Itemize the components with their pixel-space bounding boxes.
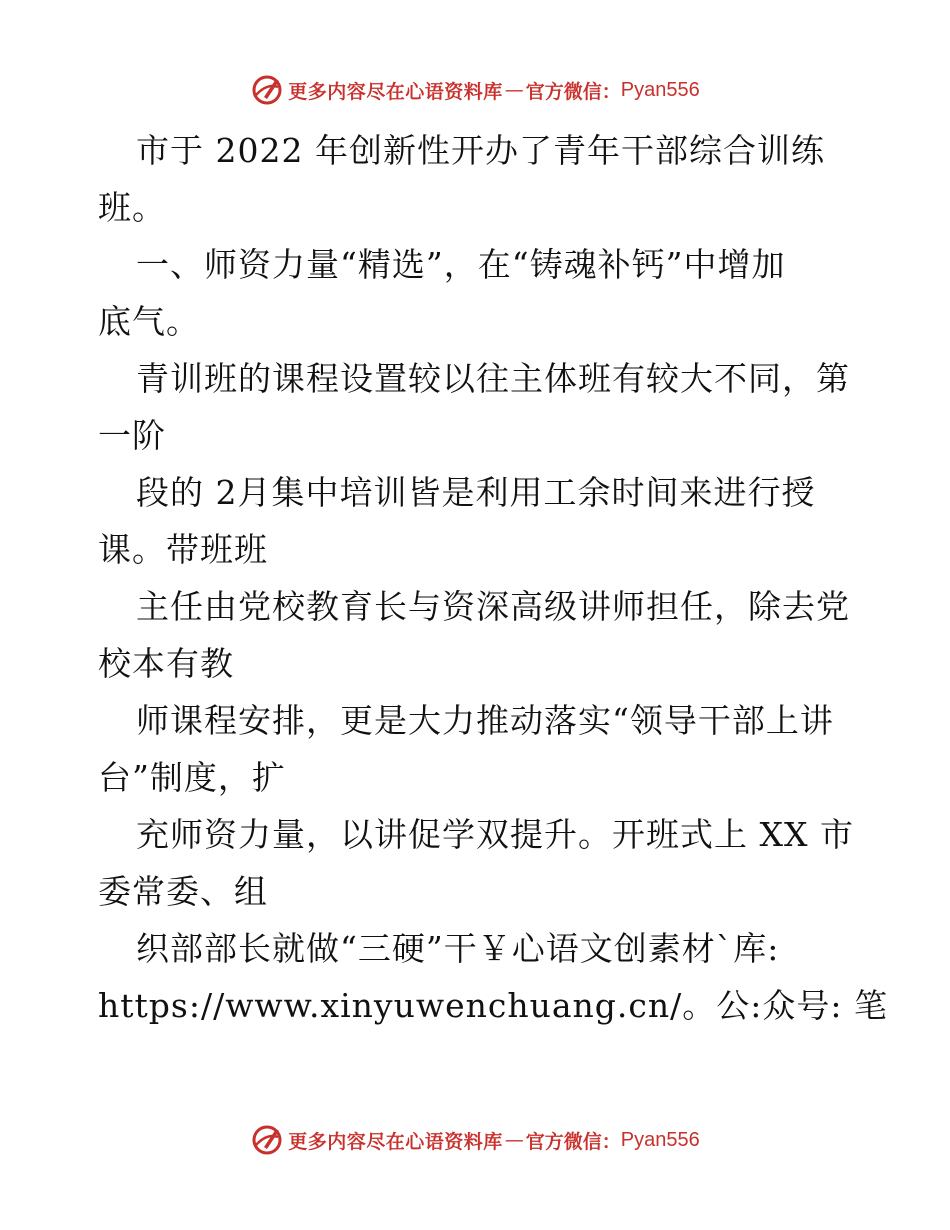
pen-logo-icon bbox=[250, 1123, 284, 1157]
body-line: 校本有教 bbox=[98, 644, 234, 683]
body-line: 青训班的课程设置较以往主体班有较大不同，第 bbox=[136, 359, 850, 398]
document-body bbox=[98, 122, 888, 1034]
footer-banner bbox=[0, 1120, 950, 1160]
pen-logo-icon bbox=[250, 73, 284, 107]
body-line: 主任由党校教育长与资深高级讲师担任，除去党 bbox=[136, 587, 850, 626]
body-line: 师课程安排，更是大力推动落实“领导干部上讲 bbox=[136, 701, 834, 740]
body-line-url: https://www.xinyuwenchuang.cn/。公:众号: 笔 bbox=[98, 986, 888, 1025]
header-separator: — bbox=[504, 79, 524, 101]
body-line: 充师资力量，以讲促学双提升。开班式上 XX 市 bbox=[136, 815, 854, 854]
header-wechat-label: 官方微信： bbox=[525, 80, 621, 103]
body-line: 织部部长就做“三硬”干￥心语文创素材`库: bbox=[136, 929, 780, 968]
body-line: 委常委、组 bbox=[98, 872, 268, 911]
footer-wechat-label: 官方微信： bbox=[525, 1130, 621, 1153]
footer-separator: — bbox=[504, 1129, 524, 1151]
footer-wechat-id: Pyan556 bbox=[620, 1128, 700, 1151]
footer-brand-text: 更多内容尽在心语资料库 bbox=[288, 1130, 503, 1153]
body-line: 底气。 bbox=[98, 302, 200, 341]
header-wechat-id: Pyan556 bbox=[620, 78, 700, 101]
body-line: 课。带班班 bbox=[98, 530, 268, 569]
body-line: 班。 bbox=[98, 188, 166, 227]
body-line: 段的 2月集中培训皆是利用工余时间来进行授 bbox=[136, 473, 816, 512]
header-brand-text: 更多内容尽在心语资料库 bbox=[288, 80, 503, 103]
header-banner bbox=[0, 70, 950, 110]
body-line: 台”制度，扩 bbox=[98, 758, 286, 797]
body-line: 一、师资力量“精选”，在“铸魂补钙”中增加 bbox=[136, 245, 786, 284]
body-line: 市于 2022 年创新性开办了青年干部综合训练 bbox=[136, 131, 825, 170]
body-line: 一阶 bbox=[98, 416, 166, 455]
